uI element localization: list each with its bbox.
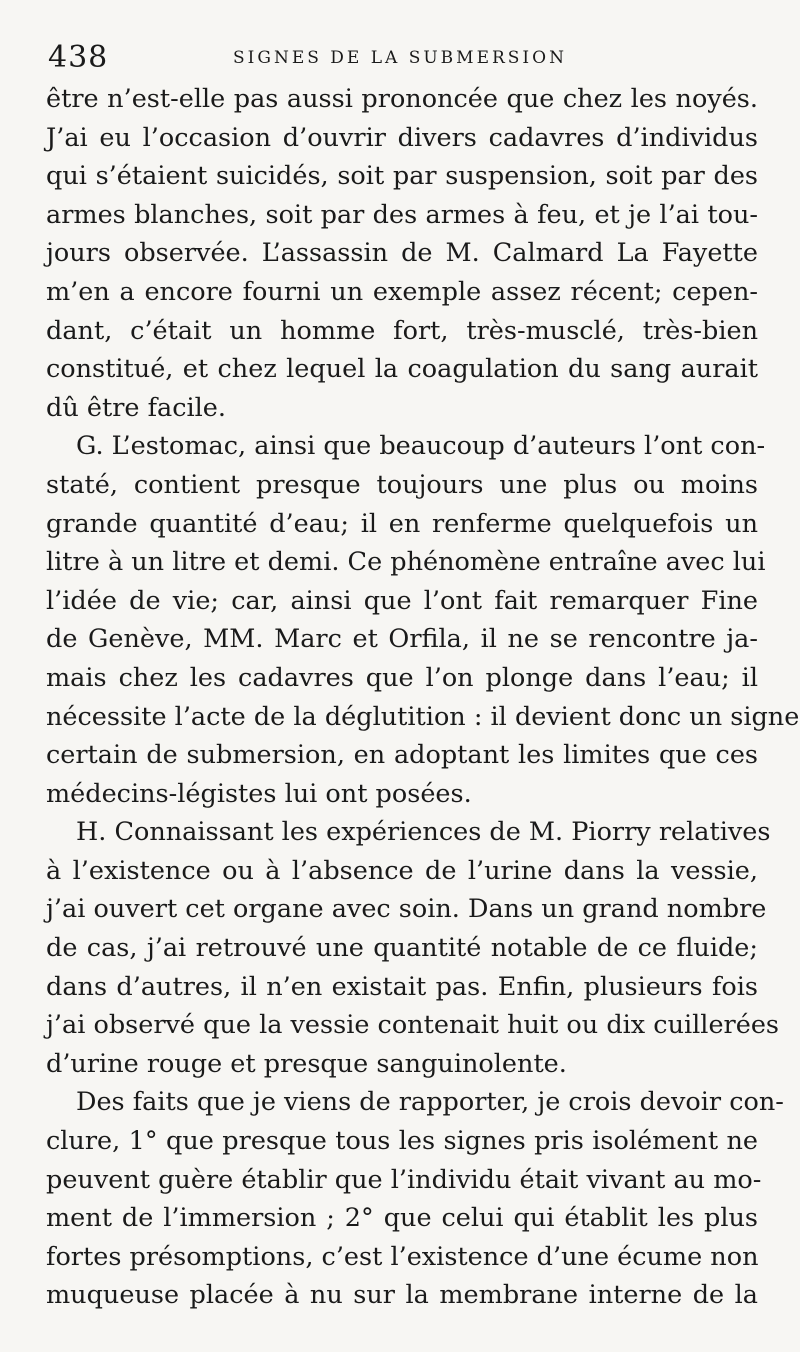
text-line: de cas, j’ai retrouvé une quantité notable de ce fluide;	[46, 933, 758, 964]
text-line: dû être facile.	[46, 392, 227, 423]
running-head: SIGNES DE LA SUBMERSION	[233, 48, 567, 68]
text-line: ment de l’immersion ; 2° que celui qui établit les plus	[46, 1203, 758, 1234]
text-line: peuvent guère établir que l’individu était vivant au mo-	[46, 1164, 762, 1195]
text-line: clure, 1° que presque tous les signes pris isolément ne	[46, 1126, 758, 1157]
text-line: muqueuse placée à nu sur la membrane interne de la	[46, 1280, 758, 1311]
text-line: j’ai ouvert cet organe avec soin. Dans un grand nombre	[46, 894, 767, 925]
text-line: d’urine rouge et presque sanguinolente.	[46, 1048, 567, 1079]
text-line: m’en a encore fourni un exemple assez récent; cepen-	[46, 276, 758, 307]
text-line: staté, contient presque toujours une plus ou moins	[46, 469, 758, 500]
text-line: fortes présomptions, c’est l’existence d’une écume non	[46, 1241, 759, 1272]
page-header	[40, 40, 760, 80]
text-line: mais chez les cadavres que l’on plonge dans l’eau; il	[46, 662, 758, 693]
text-line: j’ai observé que la vessie contenait huit ou dix cuillerées	[46, 1010, 780, 1041]
text-line: l’idée de vie; car, ainsi que l’ont fait remarquer Fine	[46, 585, 758, 616]
text-line: qui s’étaient suicidés, soit par suspension, soit par des	[46, 161, 758, 192]
paragraph-start: G. L’estomac, ainsi que beaucoup d’auteurs l’ont con-	[76, 431, 766, 462]
paragraph-start: Des faits que je viens de rapporter, je crois devoir con-	[76, 1087, 784, 1118]
text-line: certain de submersion, en adoptant les limites que ces	[46, 740, 758, 771]
text-line: J’ai eu l’occasion d’ouvrir divers cadavres d’individus	[46, 122, 758, 153]
page-number: 438	[48, 40, 109, 75]
text-line: de Genève, MM. Marc et Orfila, il ne se rencontre ja-	[46, 624, 758, 655]
text-line: armes blanches, soit par des armes à feu, et je l’ai tou-	[46, 199, 758, 230]
body-text	[46, 80, 800, 1315]
text-line: à l’existence ou à l’absence de l’urine dans la vessie,	[46, 855, 758, 886]
text-line: dans d’autres, il n’en existait pas. Enfin, plusieurs fois	[46, 971, 758, 1002]
text-line: grande quantité d’eau; il en renferme quelquefois un	[46, 508, 758, 539]
text-line: dant, c’était un homme fort, très-musclé, très-bien	[46, 315, 758, 346]
text-line: nécessite l’acte de la déglutition : il devient donc un signe	[46, 701, 800, 732]
text-line: constitué, et chez lequel la coagulation du sang aurait	[46, 354, 758, 385]
text-line: litre à un litre et demi. Ce phénomène entraîne avec lui	[46, 547, 766, 578]
text-line: médecins-légistes lui ont posées.	[46, 778, 472, 809]
text-line: jours observée. L’assassin de M. Calmard La Fayette	[46, 238, 758, 269]
paragraph-start: H. Connaissant les expériences de M. Piorry relatives	[76, 817, 771, 848]
text-line: être n’est-elle pas aussi prononcée que chez les noyés.	[46, 84, 758, 114]
